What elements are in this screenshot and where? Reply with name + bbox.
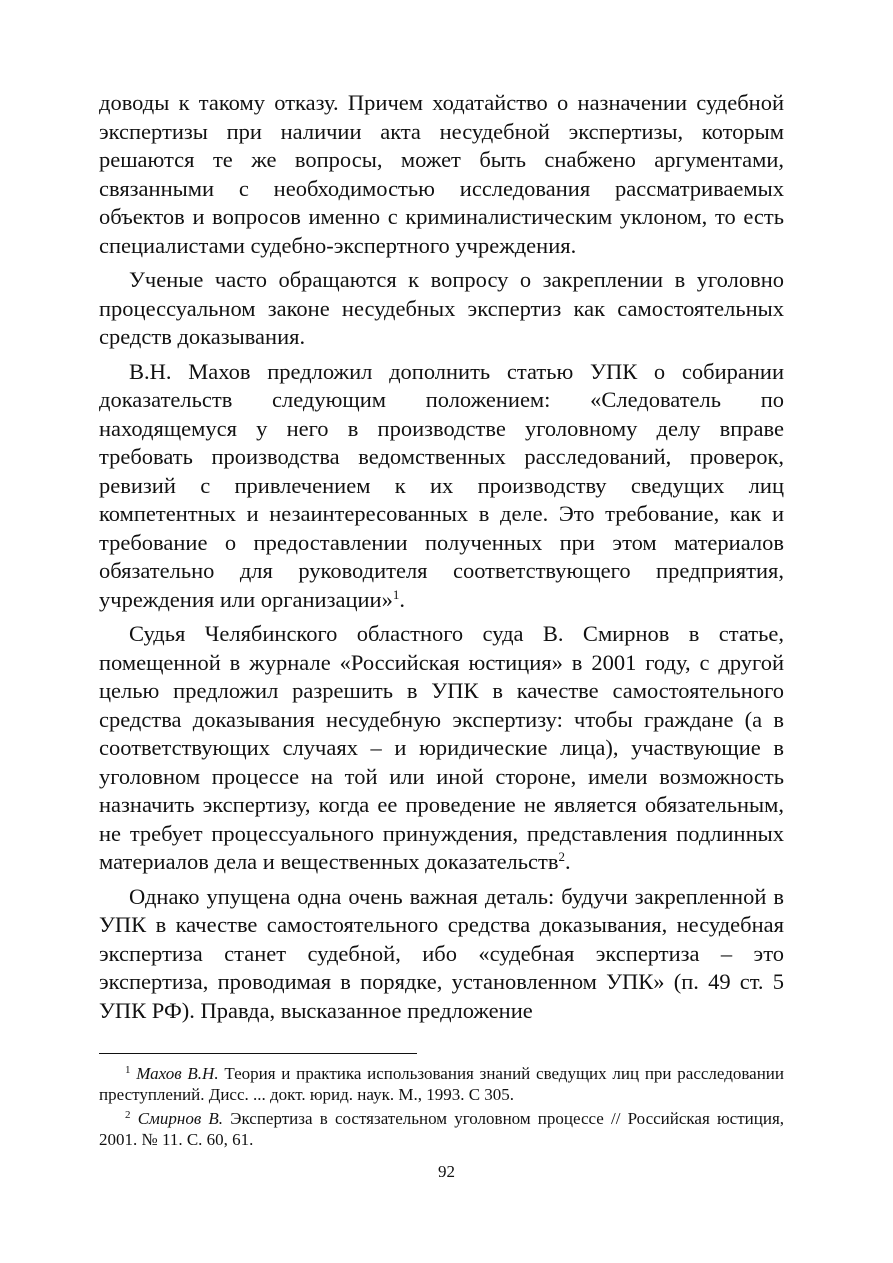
footnote-text: Экспертиза в состязательном уголовном процессе // Российская юстиция, 2001. № 11. С. 60, 61. bbox=[99, 1109, 785, 1149]
footnote-author: Махов В.Н. bbox=[136, 1064, 219, 1083]
paragraph-text: В.Н. Махов предложил дополнить статью УПК о собирании доказательств следующим положением: «Следователь по находящемуся у него в производстве уголовному делу вправе требовать производства ведомственных расследований, проверок, ревизий с привлечением к их производству сведущих лиц компетентных и незаинтересованных в деле. Это требование, как и требование о предоставлении полученных при этом материалов обязательно для руководителя соответствующего предприятия, учреждения или организации» bbox=[99, 358, 784, 612]
paragraph-2 bbox=[99, 266, 784, 352]
footnote-mark: 1 bbox=[125, 1064, 131, 1076]
paragraph-3 bbox=[99, 358, 784, 615]
paragraph-tail: . bbox=[399, 586, 405, 612]
footnote-ref-1: 1 bbox=[392, 586, 400, 602]
body-text bbox=[99, 89, 784, 1031]
page-number: 92 bbox=[438, 1162, 455, 1181]
footnote-2 bbox=[99, 1108, 784, 1150]
footnote-author: Смирнов В. bbox=[137, 1109, 224, 1128]
paragraph-text: Ученые часто обращаются к вопросу о закреплении в уголовно процессуальном законе несудебных экспертиз как самостоятельных средств доказывания. bbox=[99, 267, 784, 349]
paragraph-4 bbox=[99, 620, 784, 877]
paragraph-5 bbox=[99, 883, 784, 1026]
paragraph-text: Однако упущена одна очень важная деталь: будучи закрепленной в УПК в качестве самостоятельного средства доказывания, несудебная экспертиза станет судебной, ибо «судебная экспертиза – это экспертиза, проводимая в порядке, установленном УПК» (п. 49 ст. 5 УПК РФ). Правда, высказанное предложение bbox=[99, 883, 784, 1023]
paragraph-1 bbox=[99, 89, 784, 260]
footnote-mark: 2 bbox=[125, 1109, 131, 1121]
footnote-divider bbox=[99, 1053, 417, 1054]
footnote-ref-2: 2 bbox=[558, 849, 565, 864]
footnote-text: Теория и практика использования знаний сведущих лиц при расследовании преступлений. Дисс. ... докт. юрид. наук. М., 1993. С 305. bbox=[99, 1064, 784, 1104]
paragraph-tail: . bbox=[565, 849, 571, 874]
paragraph-text: доводы к такому отказу. Причем ходатайство о назначении судебной экспертизы при наличии акта несудебной экспертизы, которым решаются те же вопросы, может быть снабжено аргументами, связанными с необходимостью исследования рассматриваемых объектов и вопросов именно с криминалистическим уклоном, то есть специалистами судебно-экспертного учреждения. bbox=[99, 90, 784, 258]
footnotes bbox=[99, 1063, 784, 1153]
footnote-1 bbox=[99, 1063, 784, 1105]
paragraph-text: Судья Челябинского областного суда В. Смирнов в статье, помещенной в журнале «Российская юстиция» в 2001 году, с другой целью предложил разрешить в УПК в качестве самостоятельного средства доказывания несудебную экспертизу: чтобы граждане (а в соответствующих случаях – и юридические лица), участвующие в уголовном процессе на той или иной стороне, имели возможность назначить экспертизу, когда ее проведение не является обязательным, не требует процессуального принуждения, представления подлинных материалов дела и вещественных доказательств bbox=[99, 621, 784, 874]
